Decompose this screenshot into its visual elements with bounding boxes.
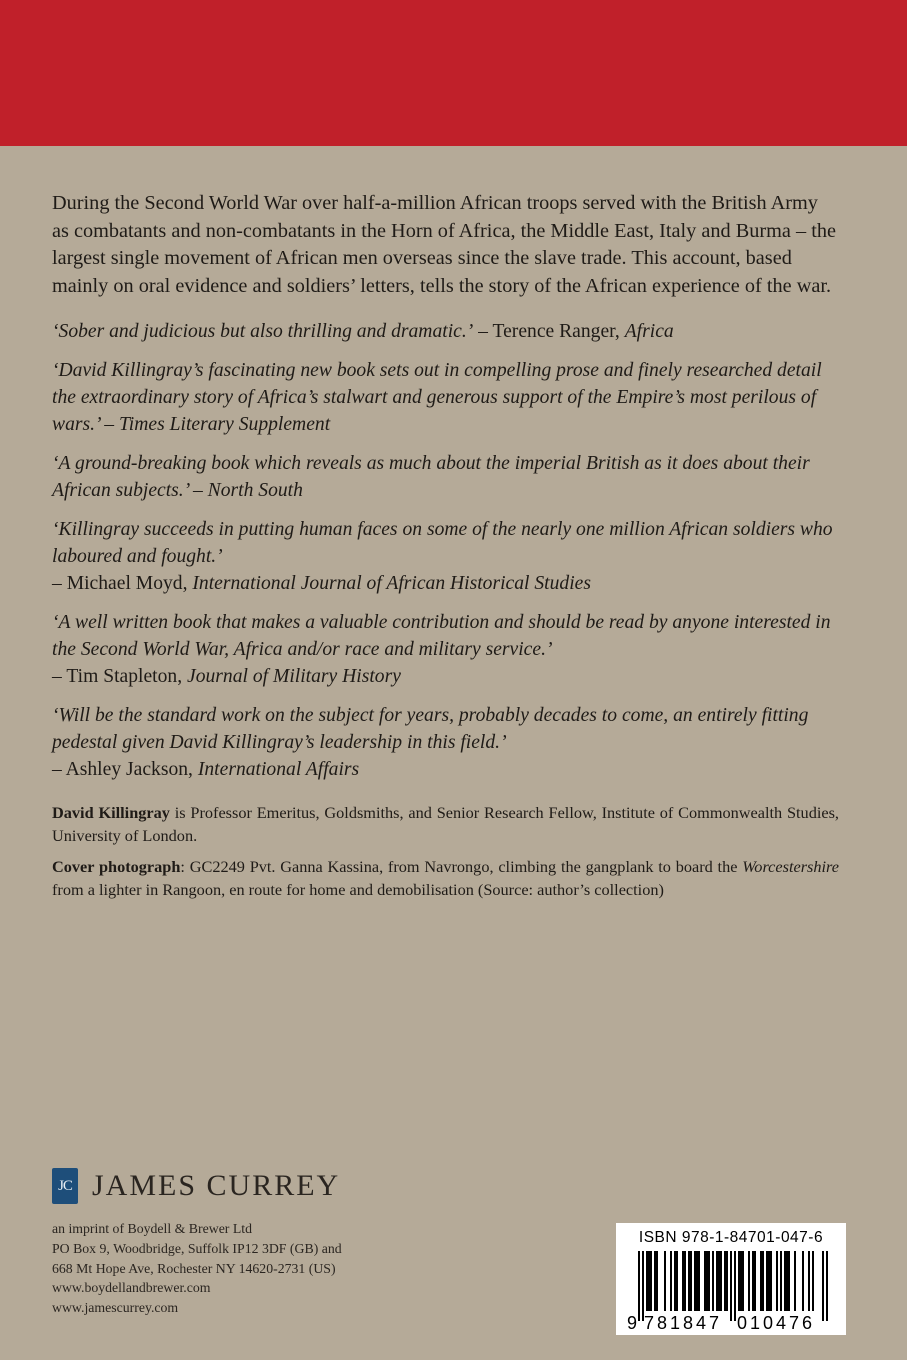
barcode-bar (780, 1251, 782, 1311)
barcode-bar (812, 1251, 814, 1311)
quote-source: International Journal of African Historical Studies (192, 573, 591, 594)
barcode-bar (730, 1251, 732, 1321)
barcode-bar (802, 1251, 804, 1311)
author-name: David Killingray (52, 803, 170, 822)
barcode-bar (740, 1251, 742, 1311)
barcode-bar (752, 1251, 754, 1311)
publisher-logo (52, 1168, 340, 1204)
review-quote (52, 318, 839, 345)
publisher-address (52, 1219, 342, 1318)
quote-attribution: – Tim Stapleton, (52, 666, 188, 687)
quote-text: ‘David Killingray’s fascinating new book sets out in compelling prose and finely researched detail the extraordinary story of Africa’s stalwart and generous support of the Empire’s most perilous of wars.’ (52, 360, 822, 435)
barcode-bar (766, 1251, 768, 1311)
barcode-bar (726, 1251, 728, 1311)
barcode-bar (770, 1251, 772, 1311)
barcode-bar (734, 1251, 736, 1321)
barcode-bar (682, 1251, 684, 1311)
barcode-bar (720, 1251, 722, 1311)
review-quote (52, 609, 839, 690)
jc-logo-icon: JC (52, 1168, 78, 1204)
barcode-bar (760, 1251, 762, 1311)
review-quote (52, 450, 839, 504)
barcode-bar (808, 1251, 810, 1311)
barcode-bars (638, 1251, 828, 1321)
barcode-bar (762, 1251, 764, 1311)
review-quote (52, 516, 839, 597)
barcode-bar (822, 1251, 824, 1321)
address-line: PO Box 9, Woodbridge, Suffolk IP12 3DF (GB) and (52, 1240, 342, 1256)
barcode-digit-first: 9 (627, 1313, 638, 1333)
quote-source: Times Literary Supplement (118, 414, 331, 435)
website-link[interactable]: www.jamescurrey.com (52, 1300, 179, 1316)
barcode-bar (724, 1251, 726, 1311)
quote-text: ‘Sober and judicious but also thrilling and dramatic.’ (52, 321, 474, 342)
quote-source: International Affairs (197, 759, 360, 780)
barcode-bar (642, 1251, 644, 1321)
barcode-bar (638, 1251, 640, 1321)
barcode-bar (794, 1251, 796, 1311)
barcode-bar (786, 1251, 788, 1311)
barcode-digits-left: 781847 (644, 1313, 723, 1333)
barcode-graphic (616, 1223, 846, 1335)
quote-text: ‘Will be the standard work on the subject for years, probably decades to come, an entirely fitting pedestal given David Killingray’s leadership in this field.’ (52, 705, 809, 753)
barcode-bar (784, 1251, 786, 1311)
quote-attribution: – Ashley Jackson, (52, 759, 198, 780)
credit-text: from a lighter in Rangoon, en route for home and demobilisation (Source: author’s collection) (52, 880, 664, 899)
barcode-bar (706, 1251, 708, 1311)
address-line: an imprint of Boydell & Brewer Ltd (52, 1221, 253, 1236)
website-link[interactable]: www.boydellandbrewer.com (52, 1280, 211, 1296)
review-quote (52, 702, 839, 783)
quote-attribution: – Michael Moyd, (52, 573, 193, 594)
barcode-bar (718, 1251, 720, 1311)
barcode-bar (646, 1251, 648, 1311)
quote-attribution: – (188, 480, 208, 501)
barcode-bar (650, 1251, 652, 1311)
ship-name: Worcestershire (742, 857, 840, 876)
barcode-bar (738, 1251, 740, 1311)
barcode-bar (826, 1251, 828, 1321)
credit-text: : GC2249 Pvt. Ganna Kassina, from Navrongo, climbing the gangplank to board the (180, 857, 743, 876)
isbn-barcode (616, 1223, 846, 1335)
barcode-bar (690, 1251, 692, 1311)
barcode-bar (776, 1251, 778, 1311)
barcode-bar (708, 1251, 710, 1311)
quote-text: ‘A well written book that makes a valuable contribution and should be read by anyone interested in the Second World War, Africa and/or race and military service.’ (52, 612, 831, 660)
barcode-bar (698, 1251, 700, 1311)
credit-label: Cover photograph (52, 857, 181, 876)
barcode-bar (648, 1251, 650, 1311)
barcode-bar (684, 1251, 686, 1311)
quote-source: Africa (624, 321, 674, 342)
top-color-band (0, 0, 907, 146)
quote-source: North South (207, 480, 303, 501)
quote-text: ‘Killingray succeeds in putting human faces on some of the nearly one million African soldiers who laboured and fought.’ (52, 519, 833, 567)
barcode-digits-right: 010476 (737, 1313, 816, 1333)
publisher-name: JAMES CURREY (92, 1169, 341, 1202)
barcode-bar (768, 1251, 770, 1311)
barcode-bar (788, 1251, 790, 1311)
barcode-bar (742, 1251, 744, 1311)
barcode-bar (704, 1251, 706, 1311)
isbn-label: ISBN 978-1-84701-047-6 (638, 1229, 824, 1246)
quote-text: ‘A ground-breaking book which reveals as much about the imperial British as it does about their African subjects.’ (52, 453, 810, 501)
address-line: 668 Mt Hope Ave, Rochester NY 14620-2731 (US) (52, 1260, 336, 1276)
book-blurb: During the Second World War over half-a-million African troops served with the British Army as combatants and non-combatants in the Horn of Africa, the Middle East, Italy and Burma – the largest single movement of African men overseas since the slave trade. This account, based mainly on oral evidence and soldiers’ letters, tells the story of the African experience of the war. (52, 192, 836, 297)
cover-photo-credit (52, 855, 839, 901)
author-bio-text: is Professor Emeritus, Goldsmiths, and Senior Research Fellow, Institute of Commonwealth Studies, University of London. (52, 803, 839, 845)
barcode-bar (754, 1251, 756, 1311)
barcode-bar (716, 1251, 718, 1311)
barcode-bar (674, 1251, 676, 1311)
barcode-bar (664, 1251, 666, 1311)
quote-attribution: – (99, 414, 119, 435)
author-bio (52, 801, 839, 847)
barcode-bar (748, 1251, 750, 1311)
back-cover-text (52, 190, 839, 901)
barcode-bar (656, 1251, 658, 1311)
barcode-bar (670, 1251, 672, 1311)
quote-source: Journal of Military History (187, 666, 401, 687)
review-quote (52, 357, 839, 438)
barcode-bar (696, 1251, 698, 1311)
barcode-bar (712, 1251, 714, 1311)
quote-attribution: – Terence Ranger, (473, 321, 625, 342)
barcode-bar (688, 1251, 690, 1311)
barcode-bar (694, 1251, 696, 1311)
barcode-bar (654, 1251, 656, 1311)
barcode-bar (676, 1251, 678, 1311)
